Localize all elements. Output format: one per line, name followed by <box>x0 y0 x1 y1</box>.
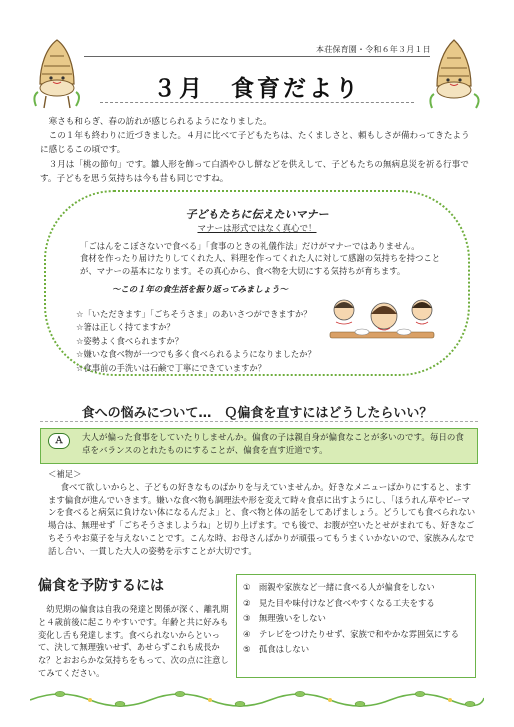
header-rule <box>84 56 430 57</box>
check-item: ☆嫌いな食べ物が一つでも多く食べられるようになりましたか？ <box>76 349 316 360</box>
answer-text: 大人が偏った食事をしていたりしませんか。偏食の子は親自身が偏食なことが多いのです。毎日の食卓をバランスのとれたものにすることが、偏食を直す近道です。 <box>82 433 464 457</box>
bamboo-shoot-icon <box>424 36 484 112</box>
title-divider <box>100 102 414 103</box>
manners-subheading: マナーは形式ではなく真心で！ <box>197 224 317 234</box>
bamboo-shoot-icon <box>28 36 86 110</box>
faq-divider <box>40 421 478 422</box>
intro-paragraph: この１年も終わりに近づきました。４月に比べて子どもたちは、たくましさと、頼もしさが備わってきたように感じるこの頃です。 <box>40 131 470 156</box>
tips-list <box>237 575 475 657</box>
check-item: ☆箸は正しく持てますか？ <box>76 322 175 333</box>
check-item: ☆姿勢よく食べられますか？ <box>76 335 184 346</box>
tips-box <box>236 574 476 678</box>
family-meal-illustration-icon <box>322 292 442 350</box>
supplement-text: 食べて欲しいからと、子どもの好きなものばかりを与えていませんか。好きなメニューばかりにすると、ますます偏食が進んでいきます。嫌いな食べ物も調理法や形を変えて時々食卓に出すようにし、「ほうれん草やピーマンを食べると病気に負けない体になるんだよ」と、食べ物と体の話をしてあげましょう。どうしても食べられない場合は、無理せず「ごちそうさましようね」と切り上げます。でも後で、お腹が空いたとせがまれても、好きなごちそうやお菓子を与えないことです。こんな時、お母さんばかりが頑張ってもうまくいかないので、家族みんなで話し合い、一貫した大人の姿勢を示すことが大切です。 <box>48 481 476 556</box>
prevention-heading: 偏食を予防するには <box>38 578 164 594</box>
vine-border-icon <box>30 684 484 710</box>
check-item: ☆「いただきます」「ごちそうさま」のあいさつができますか？ <box>76 309 312 319</box>
tip-item: ① 雨親や家族など一緒に食べる人が偏食をしない <box>243 582 435 592</box>
tip-item: ⑤ 孤食はしない <box>243 643 310 654</box>
manners-paragraph: 「ごはんをこぼさないで食べる」「食事のときの礼儀作法」だけがマナーではありません。 <box>80 241 420 251</box>
manners-paragraph: 食材を作ったり届けたりしてくれた人、料理を作ってくれた人に対して感謝の気持ちを持つことが、マナーの基本になります。その真心から、食べ物を大切にする気持ちが育ちます。 <box>80 253 441 276</box>
faq-heading: 食への悩みについて… Ｑ偏食を直すにはどうしたらいい？ <box>81 406 433 421</box>
answer-badge: Ａ <box>48 433 70 449</box>
intro-paragraph: 寒さも和らぎ、春の訪れが感じられるようになりました。 <box>48 117 272 127</box>
publisher-date: 本荘保育園・令和６年３月１日 <box>316 45 431 54</box>
tip-item: ③ 無理強いをしない <box>243 613 326 624</box>
supplement-label: ＜補足＞ <box>48 469 82 479</box>
manners-heading: 子どもたちに伝えたいマナー <box>185 208 329 221</box>
lookback-heading: ～この１年の食生活を振り返ってみましょう～ <box>112 284 288 294</box>
intro-paragraph: ３月は「桃の節句」です。雛人形を飾って白酒やひし餅などを供えして、子どもたちの無病息災を祈る行事です。子どもを思う気持ちは今も昔も同じですね。 <box>40 159 469 184</box>
tip-item: ② 見た目や味付けなど食べやすくなる工夫をする <box>243 597 435 608</box>
prevention-text <box>38 603 232 680</box>
manners-body <box>80 240 450 277</box>
intro-text <box>40 115 478 186</box>
page-title: ３月 食育だより <box>153 76 361 102</box>
prevention-paragraph: 幼児期の偏食は自我の発達と関係が深く、離乳期と４歳前後に起こりやすいです。年齢と共に好みも変化し舌も発達します。食べられないからといって、決して無理強いせず、あせらずこれも成長かな？とおおらかな気持ちをもって、次の点に注意してみてください。 <box>38 604 229 678</box>
check-item: ☆食事前の手洗いは石鹸で丁寧にできていますか？ <box>76 362 266 373</box>
supplement <box>48 468 476 558</box>
tip-item: ④ テレビをつけたりせず、家族で和やかな雰囲気にする <box>243 628 460 639</box>
